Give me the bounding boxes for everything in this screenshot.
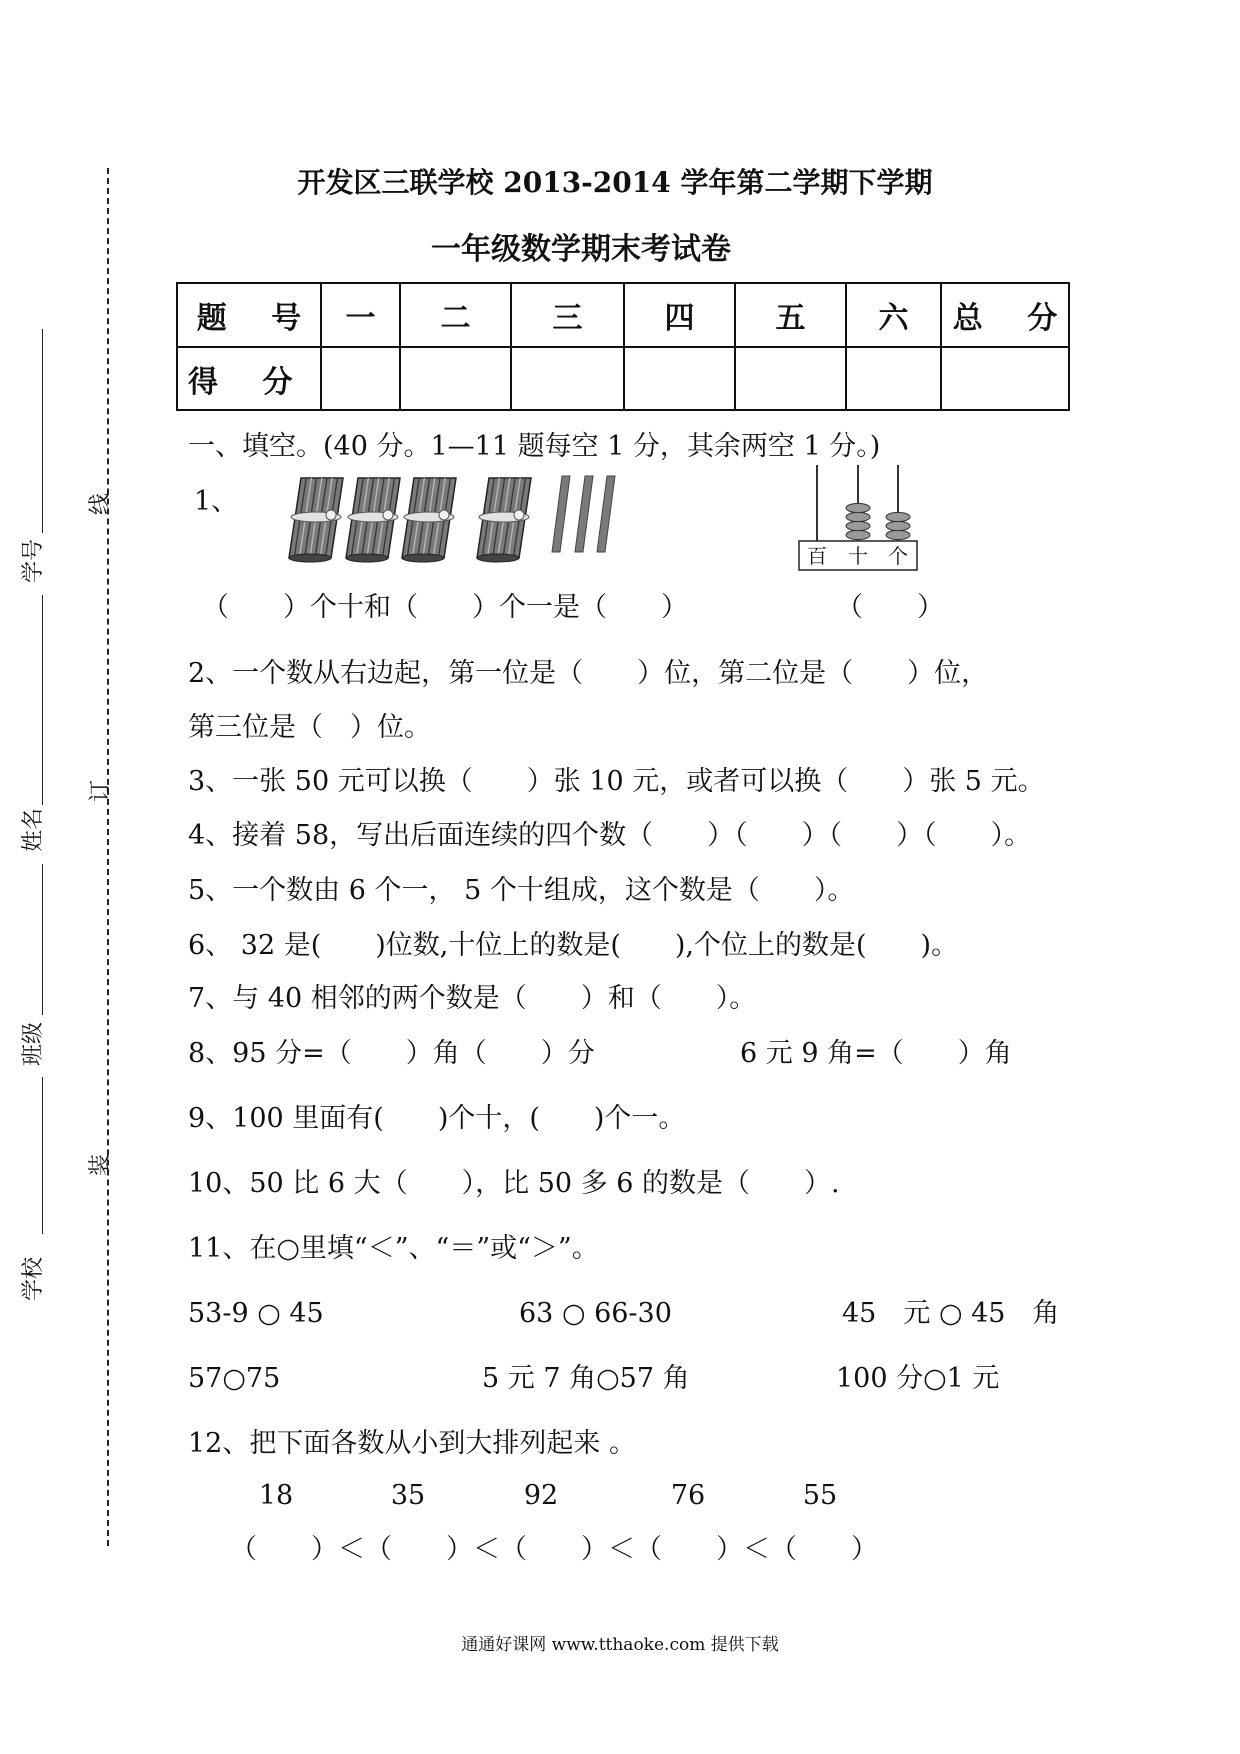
- abacus-label-hundreds: 百: [807, 544, 827, 568]
- q11-compare-2: 63 ○ 66-30: [519, 1298, 672, 1329]
- field-line-class: [42, 864, 43, 1015]
- q1-answer-line: （ ）个十和（ ）个一是（ ）: [202, 592, 688, 623]
- score-cell-6: [846, 347, 941, 410]
- q12-order-line: （ ）＜（ ）＜（ ）＜（ ）＜（ ）: [230, 1534, 878, 1565]
- header-part-3: 三: [511, 283, 624, 347]
- q12-number-1: 18: [258, 1480, 294, 1511]
- score-table-header-row: [177, 283, 1069, 347]
- exam-subtitle: 一年级数学期末考试卷: [431, 232, 731, 267]
- q12-number-5: 55: [802, 1480, 838, 1511]
- q8-part1: 8、95 分=（ ）角（ ）分: [188, 1038, 595, 1069]
- abacus-bead: [886, 530, 910, 539]
- field-label-class: 班级: [21, 1022, 46, 1067]
- score-cell-total: [941, 347, 1069, 410]
- q12-number-4: 76: [670, 1480, 706, 1511]
- header-part-6: 六: [846, 283, 941, 347]
- cut-mark-bind: 订: [88, 780, 113, 803]
- single-stick: [575, 476, 593, 552]
- score-cell-4: [624, 347, 735, 410]
- abacus-bead: [846, 521, 870, 530]
- score-cell-5: [735, 347, 846, 410]
- bundle-of-ten-sticks: [289, 478, 343, 562]
- score-table: [176, 282, 1070, 411]
- q11-prompt: 11、在○里填“＜”、“＝”或“＞”。: [188, 1233, 599, 1264]
- q12-number-2: 35: [390, 1480, 426, 1511]
- score-cell-1: [321, 347, 400, 410]
- cut-mark-line: 线: [88, 493, 113, 516]
- abacus-bead: [886, 512, 910, 521]
- score-row-label: 得 分: [177, 347, 321, 410]
- field-line-school: [42, 1077, 43, 1234]
- q11-compare-4: 57○75: [188, 1363, 281, 1394]
- single-stick: [597, 476, 615, 552]
- field-label-student-id: 学号: [21, 539, 46, 584]
- q12-number-3: 92: [523, 1480, 559, 1511]
- bundle-of-ten-sticks: [477, 478, 531, 562]
- single-stick: [552, 476, 570, 552]
- bundle-of-ten-sticks: [402, 478, 456, 562]
- abacus-bead: [846, 503, 870, 512]
- header-part-5: 五: [735, 283, 846, 347]
- q1-abacus-blank: （ ）: [836, 592, 944, 623]
- q11-compare-6: 100 分○1 元: [836, 1363, 1000, 1394]
- q11-compare-5: 5 元 7 角○57 角: [482, 1363, 690, 1394]
- score-cell-2: [400, 347, 511, 410]
- q9: 9、100 里面有( )个十，( )个一。: [188, 1103, 686, 1134]
- q8-part2: 6 元 9 角=（ ）角: [740, 1038, 1012, 1069]
- header-part-1: 一: [321, 283, 400, 347]
- abacus-label-tens: 十: [848, 544, 868, 568]
- abacus-label-ones: 个: [888, 544, 908, 568]
- q4: 4、接着 58，写出后面连续的四个数（ ）（ ）（ ）（ ）。: [188, 820, 1032, 851]
- abacus-bead: [846, 512, 870, 521]
- q7: 7、与 40 相邻的两个数是（ ）和（ ）。: [188, 983, 757, 1014]
- q10: 10、50 比 6 大（ ），比 50 多 6 的数是（ ）.: [188, 1168, 840, 1199]
- counting-sticks-illustration: [280, 470, 630, 570]
- field-label-school: 学校: [21, 1257, 46, 1302]
- q11-compare-1: 53-9 ○ 45: [188, 1298, 324, 1329]
- header-question-number: 题 号: [177, 283, 321, 347]
- section1-heading: 一、填空。(40 分。1—11 题每空 1 分，其余两空 1 分。): [188, 431, 881, 462]
- header-part-2: 二: [400, 283, 511, 347]
- q2-line2: 第三位是（ ）位。: [188, 712, 431, 743]
- abacus-bead: [886, 521, 910, 530]
- abacus-bead: [846, 530, 870, 539]
- q1-number: 1、: [194, 486, 239, 517]
- cut-dashed-line: [107, 168, 109, 1546]
- exam-title: 开发区三联学校 2013-2014 学年第二学期下学期: [297, 166, 933, 199]
- q12-prompt: 12、把下面各数从小到大排列起来 。: [188, 1428, 636, 1459]
- q11-compare-3: 45 元 ○ 45 角: [842, 1298, 1060, 1329]
- q6: 6、 32 是( )位数,十位上的数是( ),个位上的数是( )。: [188, 930, 959, 961]
- field-line-name: [42, 595, 43, 805]
- q5: 5、一个数由 6 个一， 5 个十组成，这个数是（ ）。: [188, 875, 855, 906]
- field-label-name: 姓名: [21, 808, 46, 853]
- score-table-score-row: [177, 347, 1069, 410]
- page-footer: 通通好课网 www.tthaoke.com 提供下载: [461, 1635, 779, 1655]
- header-total: 总 分: [941, 283, 1069, 347]
- header-part-4: 四: [624, 283, 735, 347]
- bundle-of-ten-sticks: [346, 478, 400, 562]
- cut-mark-staple: 装: [88, 1154, 113, 1177]
- score-cell-3: [511, 347, 624, 410]
- field-line-student-id: [42, 329, 43, 533]
- q2-line1: 2、一个数从右边起，第一位是（ ）位，第二位是（ ）位，: [188, 658, 989, 689]
- q3: 3、一张 50 元可以换（ ）张 10 元，或者可以换（ ）张 5 元。: [188, 766, 1045, 797]
